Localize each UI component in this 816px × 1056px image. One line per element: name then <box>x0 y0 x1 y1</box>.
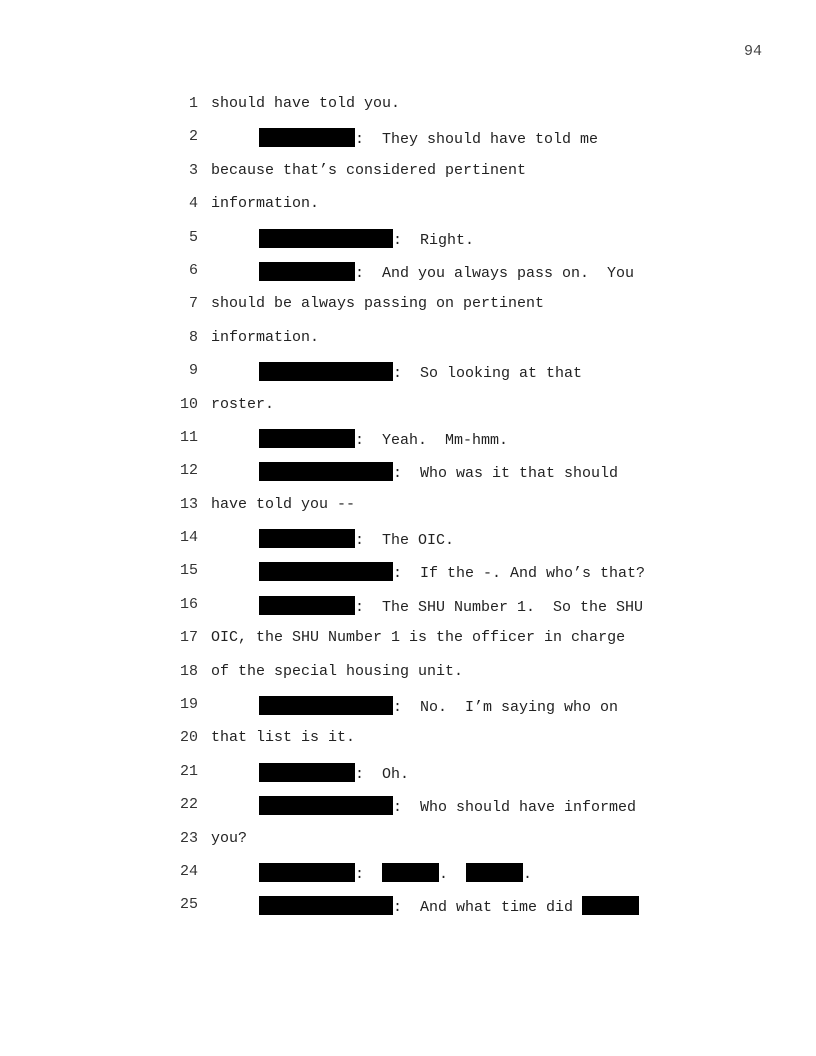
line-text: : And you always pass on. You <box>355 264 635 282</box>
transcript-line-6 <box>0 257 816 290</box>
line-text: because that’s considered pertinent <box>211 161 527 179</box>
line-text: . <box>439 865 467 883</box>
transcript-line-25 <box>0 891 816 924</box>
transcript-line-9 <box>0 357 816 390</box>
line-content <box>211 462 618 482</box>
transcript-line-20 <box>0 724 816 757</box>
redacted-speaker <box>259 262 355 281</box>
line-text: : So looking at that <box>393 365 583 383</box>
line-content <box>211 429 508 449</box>
transcript-line-14 <box>0 524 816 557</box>
line-content <box>211 896 639 916</box>
line-number: 23 <box>179 829 198 847</box>
transcript-line-11 <box>0 424 816 457</box>
redacted-speaker <box>259 562 393 581</box>
transcript-line-4 <box>0 190 816 223</box>
line-text: . <box>523 865 533 883</box>
line-content <box>211 362 582 382</box>
line-content <box>211 863 532 883</box>
transcript-body <box>0 90 816 925</box>
line-text: information. <box>211 195 320 213</box>
line-text: : The SHU Number 1. So the SHU <box>355 598 644 616</box>
line-number: 20 <box>179 729 198 747</box>
line-content <box>211 529 454 549</box>
line-text: : No. I’m saying who on <box>393 699 619 717</box>
line-text: roster. <box>211 395 275 413</box>
line-number: 11 <box>179 428 198 446</box>
line-number: 8 <box>188 328 198 346</box>
redacted-text <box>582 896 639 915</box>
transcript-line-24 <box>0 858 816 891</box>
line-number: 7 <box>188 295 198 313</box>
transcript-line-8 <box>0 324 816 357</box>
line-content <box>211 128 598 148</box>
redacted-text <box>466 863 523 882</box>
redacted-speaker <box>259 362 393 381</box>
redacted-speaker <box>259 896 393 915</box>
redacted-speaker <box>259 796 393 815</box>
line-text: should be always passing on pertinent <box>211 295 545 313</box>
line-number: 3 <box>188 161 198 179</box>
line-text: should have told you. <box>211 95 401 112</box>
transcript-line-7 <box>0 290 816 323</box>
line-content <box>211 562 645 582</box>
transcript-line-13 <box>0 491 816 524</box>
line-text: : If the -. And who’s that? <box>393 565 646 583</box>
redacted-speaker <box>259 462 393 481</box>
line-number: 2 <box>188 128 198 146</box>
transcript-line-19 <box>0 691 816 724</box>
transcript-line-3 <box>0 157 816 190</box>
line-content <box>211 796 636 816</box>
page-number: 94 <box>743 43 762 60</box>
line-number: 4 <box>188 195 198 213</box>
line-content <box>211 262 634 282</box>
line-number: 10 <box>179 395 198 413</box>
line-text: : <box>355 865 383 883</box>
line-text: that list is it. <box>211 729 356 747</box>
line-number: 9 <box>188 362 198 380</box>
line-text: you? <box>211 829 248 847</box>
line-content <box>211 596 643 616</box>
line-number: 15 <box>179 562 198 580</box>
line-number: 14 <box>179 529 198 547</box>
redacted-speaker <box>259 696 393 715</box>
line-text: : The OIC. <box>355 532 455 550</box>
redacted-speaker <box>259 863 355 882</box>
redacted-speaker <box>259 596 355 615</box>
redacted-speaker <box>259 429 355 448</box>
transcript-line-16 <box>0 591 816 624</box>
transcript-line-10 <box>0 391 816 424</box>
line-number: 21 <box>179 762 198 780</box>
transcript-line-18 <box>0 658 816 691</box>
line-text: information. <box>211 328 320 346</box>
line-number: 22 <box>179 796 198 814</box>
line-text: : Oh. <box>355 765 410 783</box>
redacted-speaker <box>259 229 393 248</box>
line-number: 6 <box>188 261 198 279</box>
redacted-speaker <box>259 128 355 147</box>
redacted-speaker <box>259 529 355 548</box>
line-number: 24 <box>179 862 198 880</box>
line-content <box>211 229 474 249</box>
line-number: 12 <box>179 462 198 480</box>
transcript-line-12 <box>0 457 816 490</box>
line-text: : They should have told me <box>355 131 599 149</box>
line-number: 18 <box>179 662 198 680</box>
line-text: : Yeah. Mm-hmm. <box>355 431 509 449</box>
line-text: of the special housing unit. <box>211 662 464 680</box>
transcript-line-22 <box>0 791 816 824</box>
line-number: 13 <box>179 495 198 513</box>
line-number: 5 <box>188 228 198 246</box>
transcript-line-1 <box>0 90 816 123</box>
line-content <box>211 763 409 783</box>
transcript-line-15 <box>0 557 816 590</box>
transcript-line-17 <box>0 624 816 657</box>
line-text: have told you -- <box>211 495 356 513</box>
redacted-text <box>382 863 439 882</box>
transcript-line-5 <box>0 224 816 257</box>
line-number: 17 <box>179 629 198 647</box>
line-number: 16 <box>179 595 198 613</box>
line-number: 25 <box>179 896 198 914</box>
line-content <box>211 696 618 716</box>
line-text: : And what time did <box>393 899 583 917</box>
line-number: 1 <box>188 95 198 112</box>
line-text: OIC, the SHU Number 1 is the officer in charge <box>211 629 626 647</box>
line-text: : Right. <box>393 231 475 249</box>
transcript-line-2 <box>0 123 816 156</box>
line-text: : Who was it that should <box>393 465 619 483</box>
transcript-line-23 <box>0 825 816 858</box>
line-number: 19 <box>179 696 198 714</box>
redacted-speaker <box>259 763 355 782</box>
transcript-line-21 <box>0 758 816 791</box>
line-text: : Who should have informed <box>393 799 637 817</box>
